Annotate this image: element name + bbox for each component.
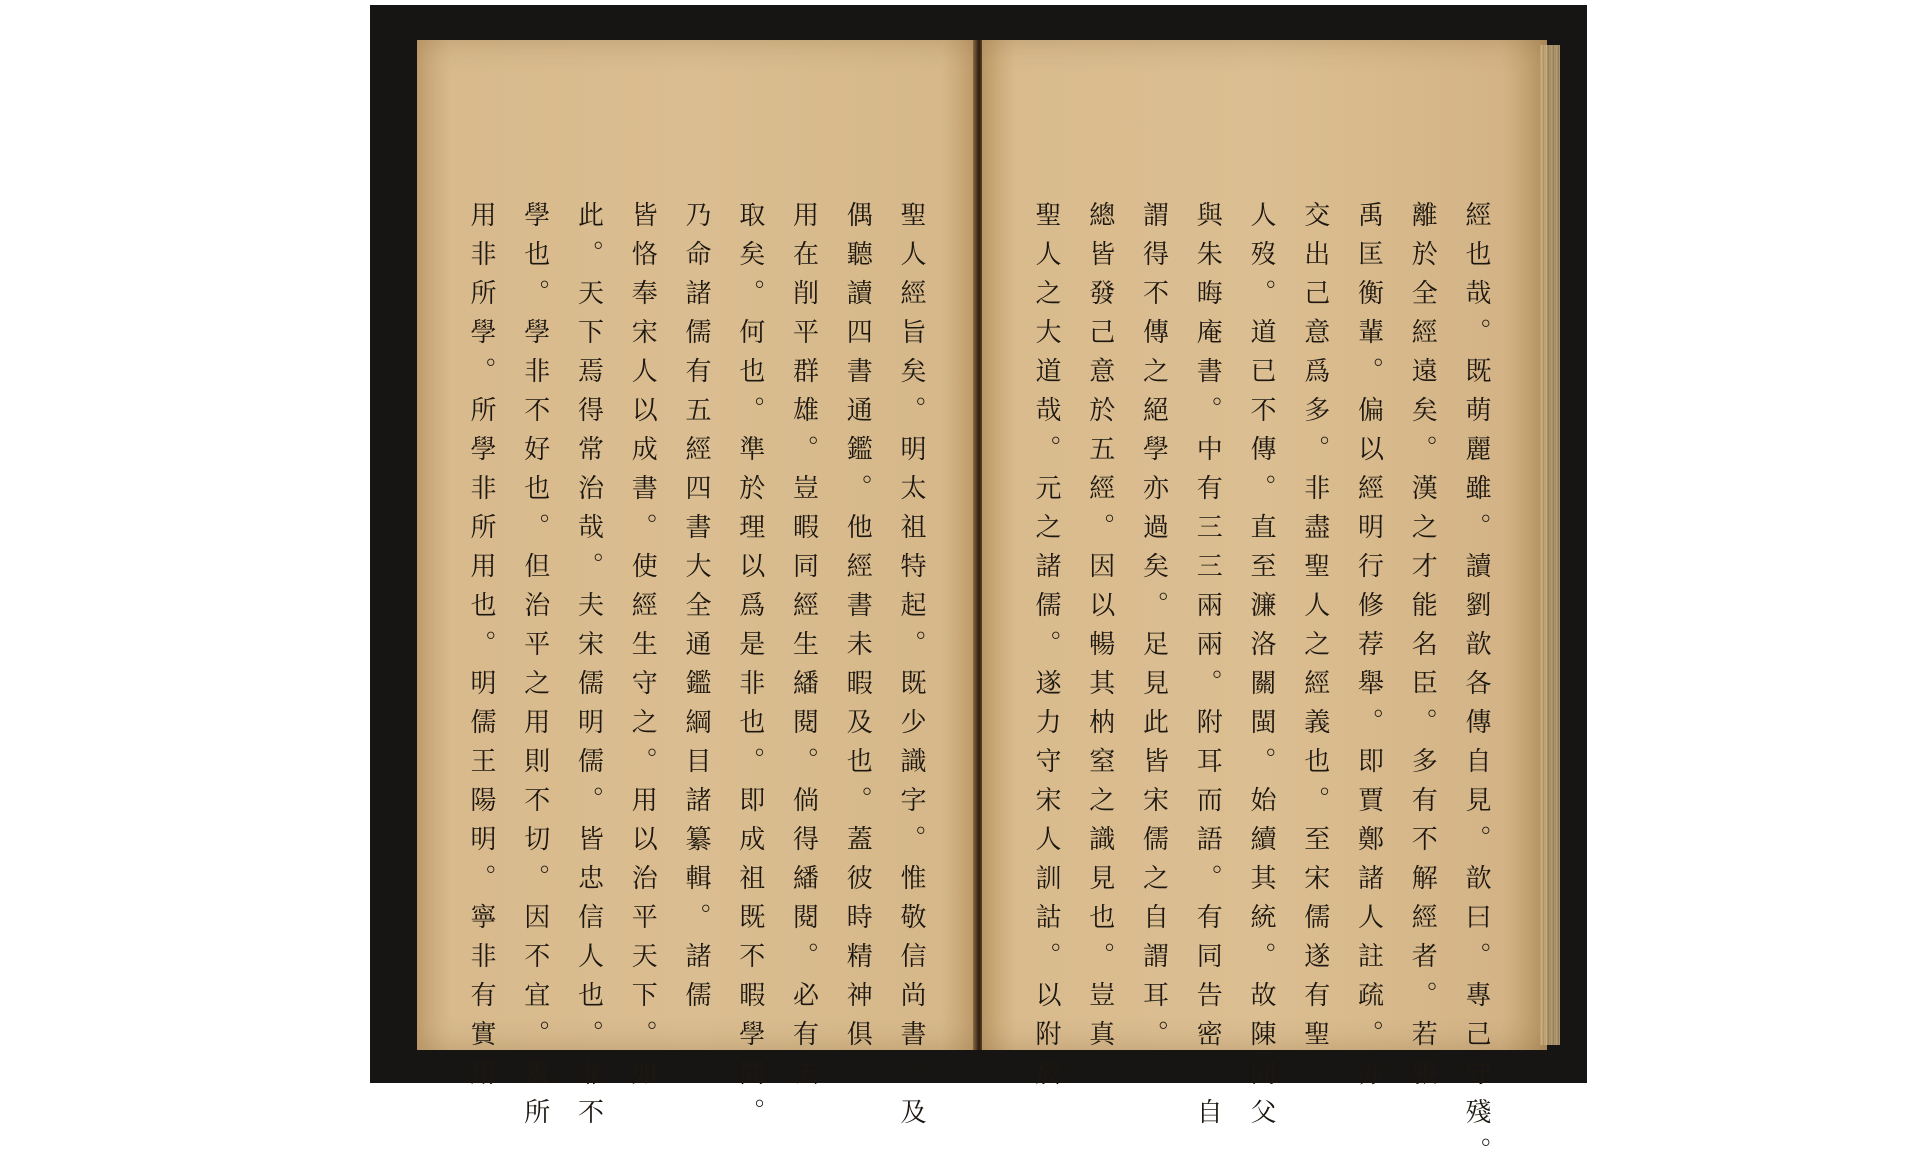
text-column: 偶聽讀四書通鑑。他經書未暇及也。蓋彼時精神俱 — [842, 201, 873, 1059]
book-scan-frame — [370, 5, 1587, 1176]
text-column: 與朱晦庵書。中有三三兩兩。附耳而語。有同告密。自 — [1192, 201, 1223, 1137]
text-column: 禹匡衡輩。偏以經明行修荐舉。即賈鄭諸人註疏。亦 — [1353, 201, 1384, 1098]
text-column: 取矣。何也。準於理以爲是非也。即成祖既不暇學問。 — [734, 201, 765, 1137]
right-page-text — [1025, 201, 1495, 1176]
text-column: 聖人之大道哉。元之諸儒。遂力守宋人訓詁。以附於 — [1031, 201, 1061, 1098]
text-column: 學也。學非不好也。但治平之用則不切。因不宜。蓋所 — [519, 201, 550, 1137]
page-edges — [1540, 45, 1560, 1045]
left-page-text — [460, 201, 930, 1137]
text-column: 謂得不傳之絕學亦過矣。足見此皆宋儒之自謂耳。 — [1138, 201, 1169, 1059]
text-column: 聖人經旨矣。明太祖特起。既少識字。惟敬信尚書。及 — [896, 201, 926, 1137]
text-column: 總皆發己意於五經。因以暢其枘窒之識見也。豈真 — [1084, 201, 1115, 1059]
text-column: 用在削平群雄。豈暇同經生繙閱。倘得繙閱。必有去 — [788, 201, 819, 1098]
text-column: 人歿。道已不傳。直至濂洛關閩。始續其統。故陳同父 — [1246, 201, 1276, 1137]
text-column: 交出己意爲多。非盡聖人之經義也。至宋儒遂有聖 — [1299, 201, 1330, 1059]
text-column: 離於全經遠矣。漢之才能名臣。多有不解經者。若張 — [1407, 201, 1438, 1098]
text-column: 經也哉。既萌麗雖。讀劉歆各傳自見。歆曰。專己守殘。 — [1461, 201, 1491, 1176]
text-column: 用非所學。所學非所用也。明儒王陽明。寧非有實用 — [466, 201, 496, 1098]
text-column: 此。天下焉得常治哉。夫宋儒明儒。皆忠信人也。非不 — [573, 201, 604, 1137]
text-column: 皆恪奉宋人以成書。使經生守之。用以治平天下。如 — [627, 201, 658, 1098]
text-column: 乃命諸儒有五經四書大全通鑑綱目諸纂輯。諸儒 — [681, 201, 711, 1020]
